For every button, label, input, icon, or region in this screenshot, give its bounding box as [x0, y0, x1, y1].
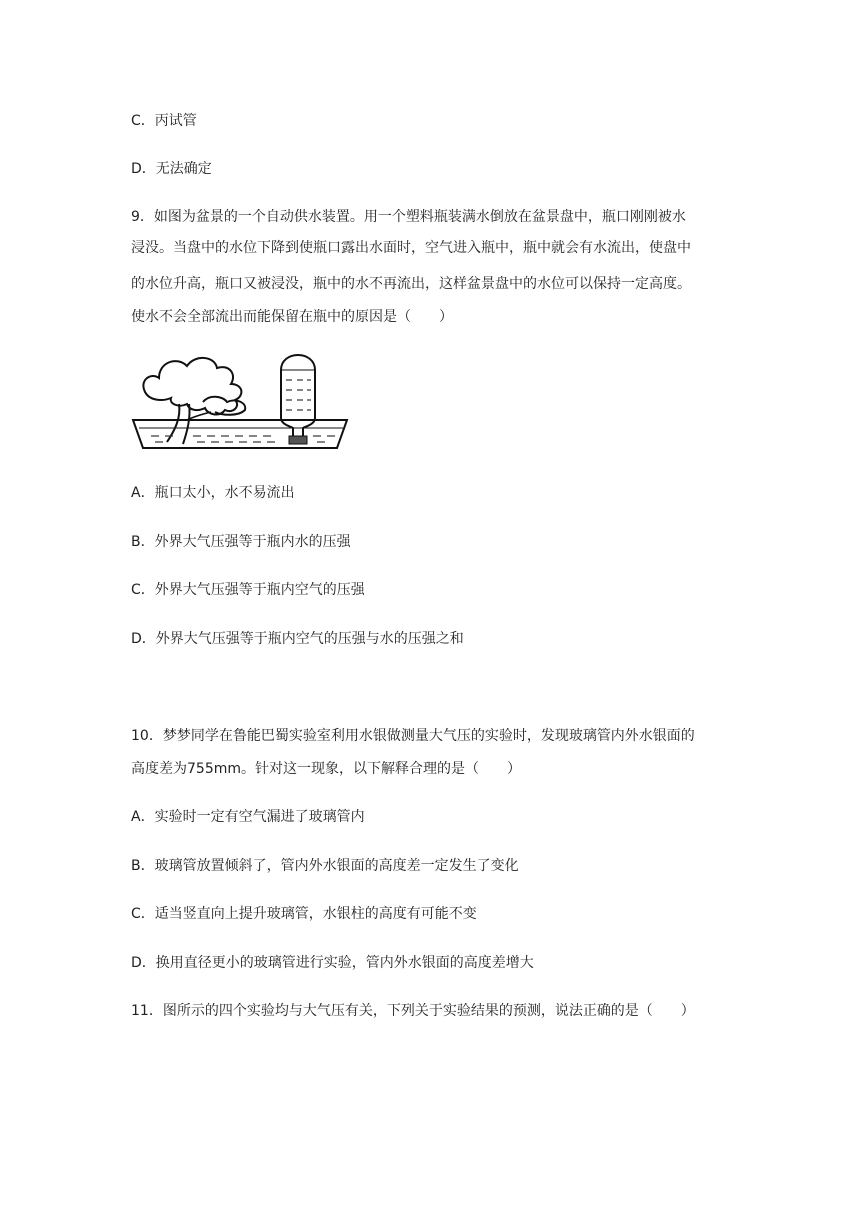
option-text: 适当竖直向上提升玻璃管，水银柱的高度有可能不变	[154, 906, 477, 922]
option-text: 外界大气压强等于瓶内空气的压强	[154, 582, 365, 598]
q9-stem-line-4: 使水不会全部流出而能保留在瓶中的原因是（ ）	[131, 309, 453, 325]
option-letter: B．	[131, 858, 155, 874]
q9-stem-line-1: 9．如图为盆景的一个自动供水装置。用一个塑料瓶装满水倒放在盆景盘中，瓶口刚刚被水	[131, 209, 686, 225]
option-letter: D．	[131, 161, 156, 177]
option-text: 无法确定	[155, 161, 212, 177]
option-text: 玻璃管放置倾斜了，管内外水银面的高度差一定发生了变化	[154, 858, 519, 874]
bonsai-diagram	[131, 340, 351, 452]
q8-option-d	[131, 159, 212, 179]
q10-option-c	[131, 904, 477, 924]
option-text: 丙试管	[154, 113, 197, 129]
option-letter: C．	[131, 906, 155, 922]
option-letter: B．	[131, 534, 155, 550]
option-text: 瓶口太小，水不易流出	[154, 485, 295, 501]
q10-option-b	[131, 856, 519, 876]
bonsai-water-supply-figure	[131, 340, 351, 452]
option-text: 外界大气压强等于瓶内空气的压强与水的压强之和	[155, 631, 464, 647]
tray	[133, 420, 347, 448]
option-letter: C．	[131, 113, 155, 129]
q9-option-c	[131, 580, 365, 600]
q9-option-a	[131, 483, 295, 503]
option-letter: D．	[131, 631, 156, 647]
q10-option-d	[131, 953, 534, 973]
tree-trunk	[167, 404, 190, 444]
option-text: 外界大气压强等于瓶内水的压强	[154, 534, 351, 550]
inverted-bottle	[281, 355, 315, 438]
tree-canopy	[143, 358, 241, 415]
q11-stem-line-1: 11．图所示的四个实验均与大气压有关，下列关于实验结果的预测，说法正确的是（ ）	[131, 1003, 695, 1019]
q10-stem-line-2: 高度差为755mm。针对这一现象，以下解释合理的是（ ）	[131, 761, 521, 777]
bottle-water-dashes	[286, 380, 311, 410]
option-letter: D．	[131, 955, 156, 971]
q10-stem-line-1: 10．梦梦同学在鲁能巴蜀实验室利用水银做测量大气压的实验时，发现玻璃管内外水银面的	[131, 728, 695, 744]
option-letter: A．	[131, 809, 155, 825]
option-letter: A．	[131, 485, 155, 501]
tree-branch	[187, 412, 211, 420]
q9-option-b	[131, 532, 351, 552]
bottle-cap	[289, 436, 307, 444]
q9-stem-line-3: 的水位升高，瓶口又被浸没，瓶中的水不再流出，这样盆景盘中的水位可以保持一定高度。	[131, 276, 691, 292]
q10-option-a	[131, 807, 365, 827]
q9-stem-line-2: 浸没。当盘中的水位下降到使瓶口露出水面时，空气进入瓶中，瓶中就会有水流出，使盘中	[131, 240, 691, 256]
option-text: 实验时一定有空气漏进了玻璃管内	[154, 809, 365, 825]
option-letter: C．	[131, 582, 155, 598]
q9-option-d	[131, 629, 464, 649]
option-text: 换用直径更小的玻璃管进行实验，管内外水银面的高度差增大	[155, 955, 534, 971]
q8-option-c	[131, 111, 197, 131]
